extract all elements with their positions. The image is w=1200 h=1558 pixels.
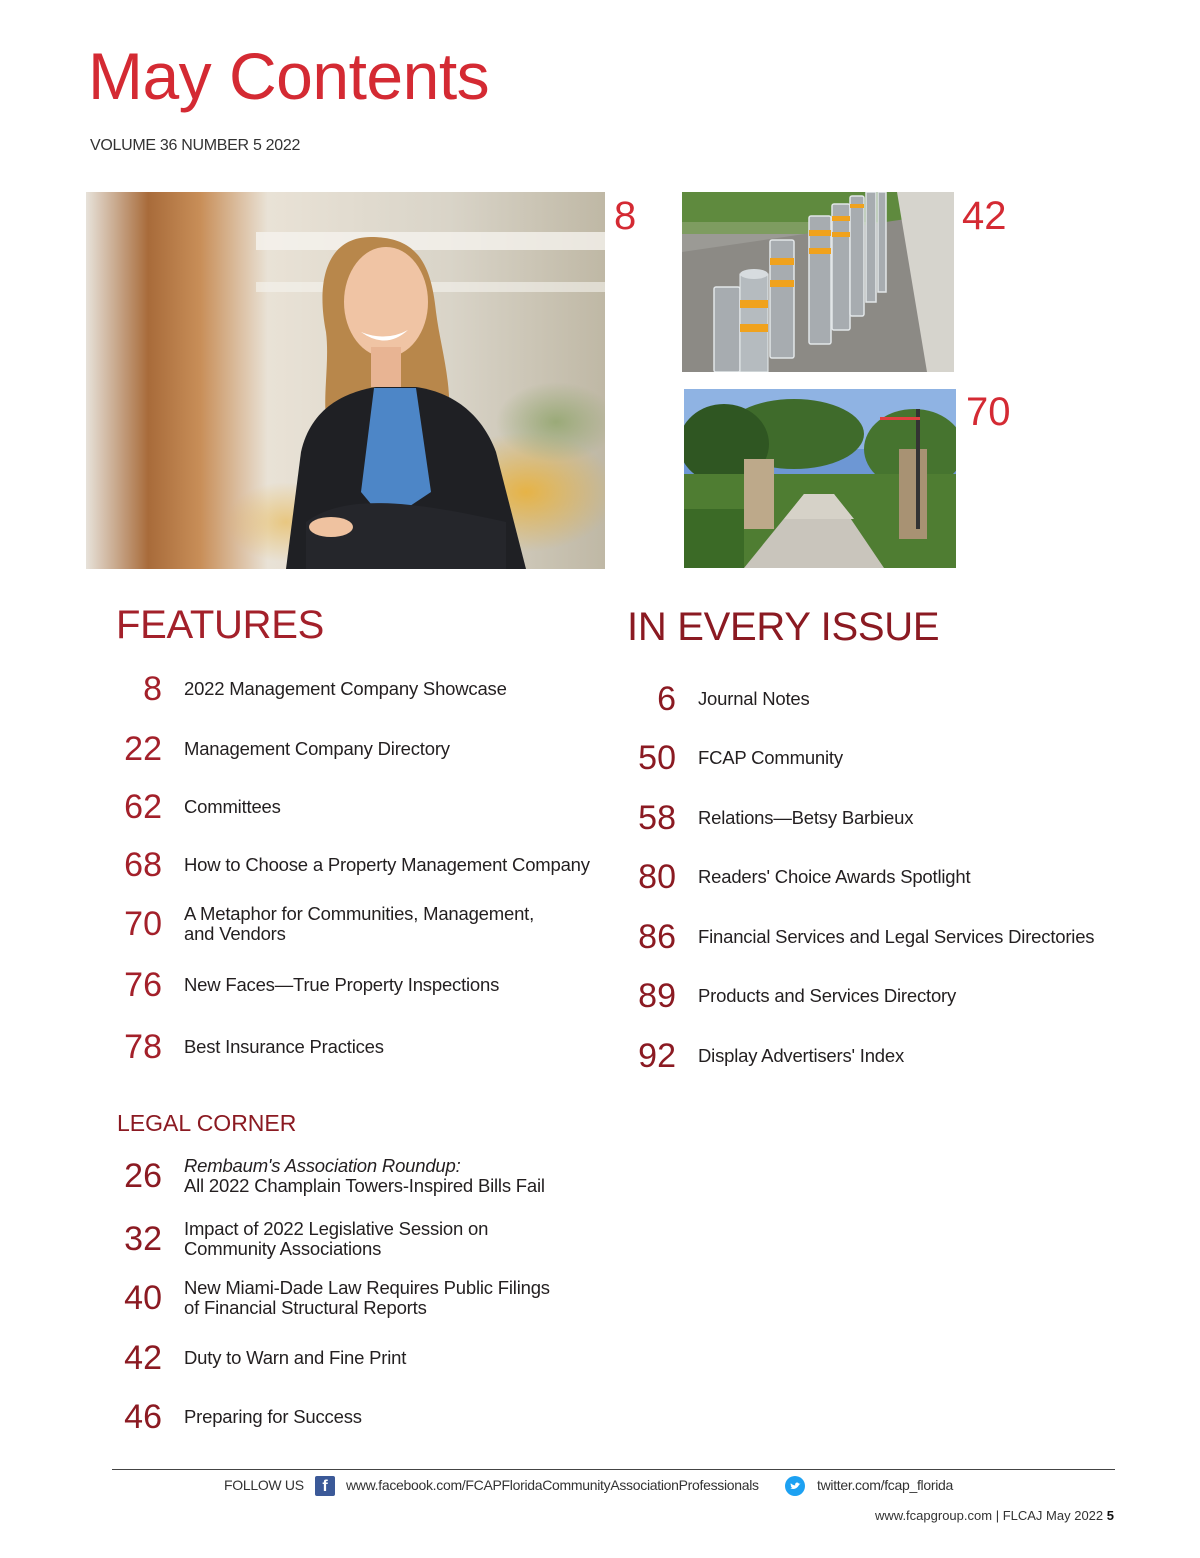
toc-entry-title: All 2022 Champlain Towers-Inspired Bills Fail [184, 1175, 545, 1196]
toc-entry[interactable] [118, 1274, 550, 1322]
toc-entry[interactable] [118, 900, 534, 948]
twitter-link[interactable]: twitter.com/fcap_florida [817, 1477, 953, 1493]
toc-entry[interactable] [118, 729, 450, 769]
follow-us-label: FOLLOW US [224, 1477, 304, 1493]
photo-page-number: 8 [614, 194, 637, 238]
toc-page-number: 22 [124, 729, 162, 768]
toc-entry[interactable] [118, 1027, 384, 1067]
toc-entry[interactable] [632, 1036, 904, 1076]
toc-page-number: 58 [638, 798, 676, 837]
toc-entry-title: Readers' Choice Awards Spotlight [698, 866, 971, 887]
toc-entry[interactable] [632, 976, 956, 1016]
toc-entry-title: Committees [184, 796, 281, 817]
toc-page-number: 46 [124, 1397, 162, 1436]
toc-entry[interactable] [632, 679, 810, 719]
toc-entry-title: Impact of 2022 Legislative Session on [184, 1218, 489, 1239]
toc-entry[interactable] [632, 798, 913, 838]
toc-entry-title-line2: Community Associations [184, 1238, 382, 1259]
every-issue-heading: IN EVERY ISSUE [627, 605, 940, 649]
issue-date: May 2022 [1046, 1508, 1104, 1523]
toc-page-number: 80 [638, 857, 676, 896]
twitter-icon[interactable] [785, 1476, 805, 1496]
toc-page-number: 6 [657, 679, 676, 718]
photo-page-number: 42 [962, 194, 1007, 238]
toc-page-number: 50 [638, 738, 676, 777]
toc-entry-title: Products and Services Directory [698, 985, 957, 1006]
toc-page-number: 78 [124, 1027, 162, 1066]
toc-entry-title: Relations—Betsy Barbieux [698, 807, 914, 828]
toc-page-number: 76 [124, 965, 162, 1004]
toc-page-number: 42 [124, 1338, 162, 1377]
toc-entry[interactable] [118, 669, 507, 709]
toc-entry[interactable] [632, 917, 1094, 957]
toc-page-number: 92 [638, 1036, 676, 1075]
toc-entry-title: Display Advertisers' Index [698, 1045, 905, 1066]
toc-page-number: 68 [124, 845, 162, 884]
toc-page-number: 70 [124, 904, 162, 943]
toc-entry-title: FCAP Community [698, 747, 843, 768]
toc-entry-title: How to Choose a Property Management Company [184, 854, 590, 875]
toc-entry[interactable] [118, 1152, 545, 1200]
toc-page-number: 62 [124, 787, 162, 826]
toc-entry-title-line2: and Vendors [184, 923, 286, 944]
footer-separator: | [995, 1508, 1003, 1523]
toc-entry-kicker: Rembaum's Association Roundup: [184, 1155, 461, 1176]
facebook-link[interactable]: www.facebook.com/FCAPFloridaCommunityAssociationProfessionals [346, 1477, 759, 1493]
toc-page-number: 86 [638, 917, 676, 956]
toc-page-number: 89 [638, 976, 676, 1015]
facebook-icon[interactable]: f [315, 1476, 335, 1496]
toc-entry-title: Management Company Directory [184, 738, 450, 759]
toc-entry-title: A Metaphor for Communities, Management, [184, 903, 535, 924]
toc-entry[interactable] [118, 845, 590, 885]
footer-divider [112, 1469, 1115, 1470]
page-title: May Contents [88, 39, 490, 113]
toc-entry-title: Duty to Warn and Fine Print [184, 1347, 407, 1368]
toc-entry-title: New Faces—True Property Inspections [184, 974, 500, 995]
page-number: 5 [1106, 1508, 1114, 1523]
toc-page-number: 32 [124, 1219, 162, 1258]
toc-entry[interactable] [118, 1215, 488, 1263]
legal-corner-heading: LEGAL CORNER [117, 1110, 297, 1136]
gated-community-entrance-photo [684, 389, 956, 568]
toc-entry[interactable] [118, 1397, 362, 1437]
toc-entry-title: Financial Services and Legal Services Directories [698, 926, 1095, 947]
toc-page-number: 40 [124, 1278, 162, 1317]
toc-entry[interactable] [632, 857, 970, 897]
toc-entry[interactable] [118, 787, 281, 827]
features-heading: FEATURES [116, 603, 324, 647]
toc-entry[interactable] [118, 1338, 406, 1378]
photo-page-number: 70 [966, 390, 1011, 434]
publication-name: FLCAJ [1002, 1508, 1043, 1523]
toc-entry-title: Best Insurance Practices [184, 1036, 384, 1057]
smiling-woman-photo [86, 192, 605, 569]
toc-entry-title: Journal Notes [698, 688, 810, 709]
toc-entry-title: 2022 Management Company Showcase [184, 678, 507, 699]
toc-entry[interactable] [118, 965, 499, 1005]
security-bollards-photo [682, 192, 954, 372]
volume-info: VOLUME 36 NUMBER 5 2022 [90, 137, 301, 154]
toc-entry-title: Preparing for Success [184, 1406, 362, 1427]
toc-page-number: 8 [143, 669, 162, 708]
toc-entry-title: New Miami-Dade Law Requires Public Filings [184, 1277, 550, 1298]
toc-entry-title-line2: of Financial Structural Reports [184, 1297, 427, 1318]
page-footer-info [875, 1508, 1114, 1523]
site-url[interactable]: www.fcapgroup.com [875, 1508, 993, 1523]
toc-page-number: 26 [124, 1156, 162, 1195]
toc-entry[interactable] [632, 738, 843, 778]
